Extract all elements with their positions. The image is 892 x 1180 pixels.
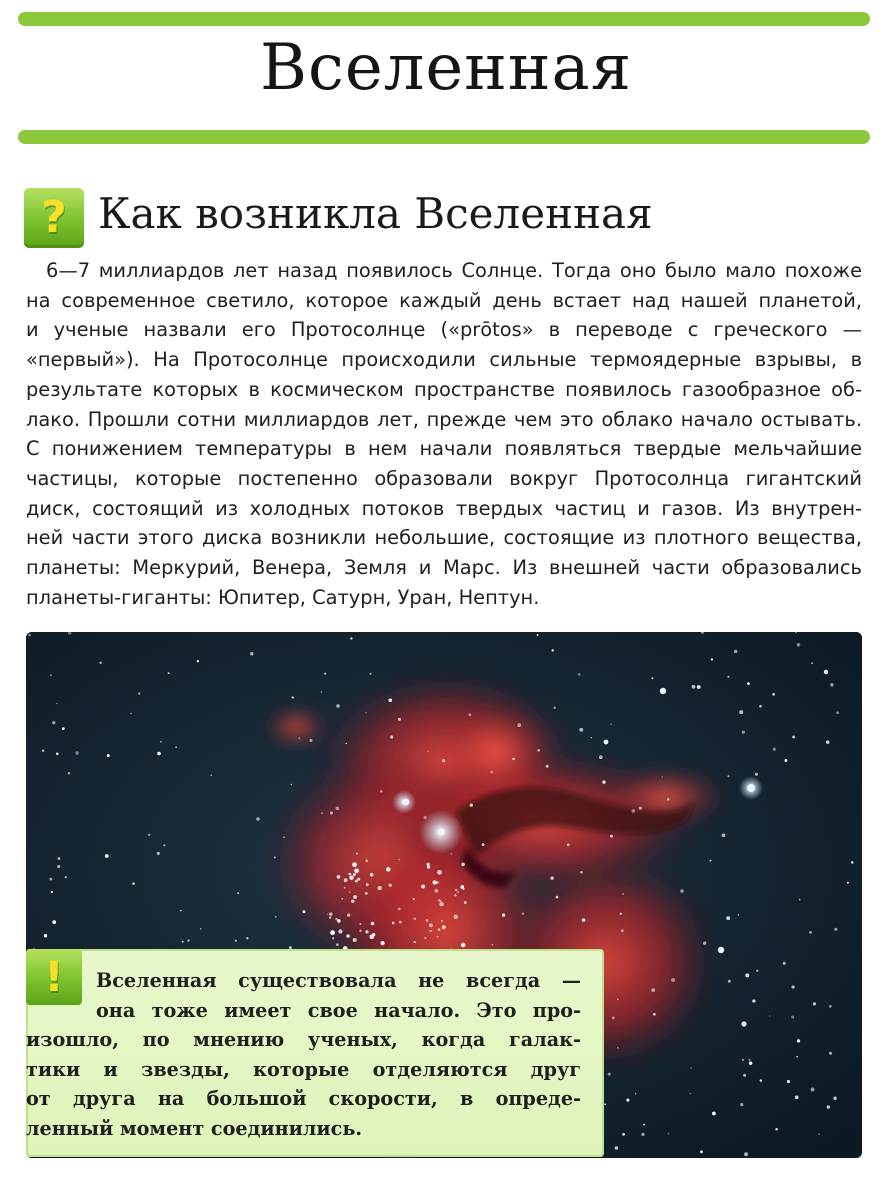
star [389, 699, 393, 703]
star [335, 807, 339, 811]
star [355, 880, 358, 883]
body-line: С понижением температуры в нем начали появляться твердые мельчайшие [26, 437, 862, 461]
star [743, 1074, 746, 1077]
star [517, 723, 521, 727]
star [351, 900, 354, 903]
star [310, 739, 313, 742]
star [56, 703, 57, 704]
star [430, 930, 432, 932]
star [769, 1015, 770, 1016]
star [403, 799, 410, 806]
star [197, 660, 199, 662]
star [457, 891, 459, 893]
star [200, 928, 201, 929]
star [632, 809, 636, 813]
exclamation-icon [26, 949, 82, 1005]
star [283, 836, 285, 838]
star [180, 910, 181, 911]
star [332, 937, 334, 939]
star [756, 970, 758, 972]
star [809, 931, 812, 934]
star [366, 883, 369, 886]
star [727, 676, 729, 678]
star [359, 930, 361, 932]
star [454, 894, 456, 896]
star [107, 754, 110, 757]
star [745, 973, 749, 977]
star [329, 912, 333, 916]
question-mark-icon [24, 188, 84, 248]
star [370, 873, 374, 877]
star [438, 899, 440, 901]
star [130, 713, 131, 714]
star [824, 670, 828, 674]
star [651, 988, 655, 992]
star [744, 1152, 748, 1156]
star [423, 816, 426, 819]
star [455, 889, 457, 891]
star [344, 878, 348, 882]
star [811, 662, 813, 664]
star [441, 920, 443, 922]
star [738, 914, 739, 915]
star [610, 723, 612, 725]
question-mark-glyph: ? [41, 192, 67, 243]
star [668, 1133, 669, 1134]
star [502, 914, 505, 917]
star [427, 751, 428, 752]
star [742, 730, 745, 733]
star [378, 886, 382, 890]
star [639, 807, 642, 810]
star [791, 985, 794, 988]
star [414, 941, 416, 943]
star [827, 1105, 830, 1108]
star [105, 854, 109, 858]
star [366, 860, 369, 863]
star [734, 650, 738, 654]
body-line: «первый»). На Протосолнце происходили сильные термоядерные взрывы, в [26, 348, 862, 372]
star [28, 634, 30, 636]
star [796, 1056, 798, 1058]
star [851, 861, 854, 864]
star [42, 750, 44, 752]
star [380, 790, 382, 792]
fact-line: ленный момент соединились. [26, 1116, 363, 1140]
star [348, 873, 350, 875]
star [635, 1093, 636, 1094]
star [365, 930, 368, 933]
star [338, 929, 342, 933]
star [690, 1093, 692, 1095]
star [438, 929, 440, 931]
star [303, 910, 306, 913]
body-line: планеты-гиганты: Юпитер, Сатурн, Уран, Нептун. [26, 585, 540, 609]
star [604, 1103, 606, 1105]
star [747, 682, 750, 685]
star [57, 865, 60, 868]
star [437, 828, 444, 835]
star [330, 930, 335, 935]
star [759, 705, 762, 708]
star [784, 759, 787, 762]
star [626, 1099, 629, 1102]
star [617, 999, 618, 1000]
star [256, 817, 259, 820]
star [321, 691, 323, 693]
star [160, 741, 162, 743]
star [349, 891, 351, 893]
star [818, 1134, 819, 1135]
star [792, 736, 795, 739]
star [138, 692, 140, 694]
star [426, 919, 428, 921]
fact-line: Вселенная существовала не всегда — [96, 969, 581, 992]
star [582, 918, 586, 922]
star [99, 661, 102, 664]
star [291, 784, 292, 785]
star [791, 1016, 794, 1019]
star [522, 912, 525, 915]
star [451, 853, 453, 855]
star [461, 863, 465, 867]
star [132, 882, 135, 885]
star [470, 804, 473, 807]
star [58, 857, 61, 860]
star [357, 878, 360, 881]
star [359, 923, 361, 925]
star [353, 873, 356, 876]
star [742, 1059, 744, 1061]
star [468, 713, 471, 716]
star [691, 1067, 692, 1068]
star [346, 934, 349, 937]
star [369, 934, 374, 939]
star [365, 712, 366, 713]
star [653, 1013, 656, 1016]
star [321, 812, 323, 814]
star [567, 843, 570, 846]
star [425, 937, 427, 939]
star [700, 1150, 703, 1153]
fact-text [26, 966, 581, 1144]
star [356, 853, 358, 855]
star [329, 916, 331, 918]
star [643, 1124, 645, 1126]
body-line: и ученые назвали его Протосолнце («prōtos» в переводе с греческого — [26, 318, 862, 342]
star [772, 693, 775, 696]
star [617, 1047, 618, 1048]
star [454, 915, 458, 919]
star [435, 889, 439, 893]
star [612, 1016, 615, 1019]
star [168, 672, 170, 674]
star [604, 740, 609, 745]
star [710, 860, 712, 862]
star [437, 870, 442, 875]
body-line: лако. Прошли сотни миллиардов лет, прежде чем это облако начало остывать. [26, 407, 862, 431]
star [427, 866, 430, 869]
star [462, 944, 464, 946]
star [389, 884, 392, 887]
star [157, 852, 160, 855]
star [336, 943, 339, 946]
top-green-rule [18, 12, 870, 26]
star [830, 683, 833, 686]
star [620, 913, 622, 915]
star [337, 875, 341, 879]
star [439, 902, 443, 906]
star [381, 941, 385, 945]
star [552, 649, 554, 651]
star [556, 896, 559, 899]
star [651, 677, 653, 679]
star [62, 727, 65, 730]
star [608, 1073, 611, 1076]
star [813, 1002, 816, 1005]
star [399, 921, 402, 924]
star [671, 978, 675, 982]
star [274, 856, 276, 858]
star [537, 749, 540, 752]
star [352, 862, 357, 867]
star [354, 868, 359, 873]
star [703, 942, 706, 945]
body-line: планеты: Меркурий, Венера, Земля и Марс. Из внешней части образовались [26, 556, 862, 580]
star [680, 889, 684, 893]
star [442, 759, 445, 762]
star [341, 898, 343, 900]
star [641, 1133, 644, 1136]
star [398, 718, 401, 721]
bottom-green-rule [18, 130, 870, 144]
star [299, 738, 300, 739]
star [741, 1021, 746, 1026]
star [398, 908, 401, 911]
body-line: диск, состоящий из холодных потоков твердых частиц и газов. Из внутрен- [26, 496, 862, 520]
star [728, 980, 731, 983]
star [292, 696, 294, 698]
exclamation-glyph: ! [44, 952, 64, 1001]
star [775, 1128, 778, 1131]
star [752, 999, 755, 1002]
star [353, 938, 357, 942]
fact-line: изошло, по мнению ученых, когда галак- [26, 1028, 581, 1052]
star [52, 920, 56, 924]
star [579, 728, 583, 732]
star [51, 891, 53, 893]
star [327, 914, 328, 915]
star [739, 710, 743, 714]
body-line: результате которых в космическом пространстве появилось газообразное об- [26, 377, 862, 401]
star [157, 752, 161, 756]
star [75, 751, 78, 754]
star [829, 1052, 832, 1055]
star [371, 922, 375, 926]
star [727, 775, 729, 777]
star [829, 1005, 832, 1008]
star [324, 673, 326, 675]
star [347, 913, 350, 916]
star [755, 773, 758, 776]
star [747, 784, 755, 792]
star [760, 1079, 762, 1081]
star [50, 878, 53, 881]
star [353, 895, 357, 899]
star [536, 634, 538, 636]
star [610, 835, 613, 838]
star [65, 876, 67, 878]
star [783, 962, 786, 965]
star [740, 1103, 743, 1106]
star [344, 887, 346, 889]
star [749, 1061, 752, 1064]
star [833, 1097, 837, 1101]
star [182, 941, 184, 943]
star [722, 833, 726, 837]
star [390, 736, 393, 739]
star [365, 892, 368, 895]
star [386, 867, 390, 871]
star [836, 711, 839, 714]
body-line: 6—7 миллиардов лет назад появилось Солнце. Тогда оно было мало похоже [46, 259, 862, 282]
star [442, 925, 446, 929]
star [795, 1095, 799, 1099]
star [749, 1059, 751, 1061]
star [437, 936, 439, 938]
fact-line: она тоже имеет свое начало. Это про- [96, 998, 581, 1022]
star [429, 923, 433, 927]
star [482, 843, 485, 846]
star [662, 776, 663, 777]
star [148, 834, 150, 836]
star [615, 1146, 619, 1150]
star [246, 937, 248, 939]
body-line: на современное светило, которое каждый день встает над нашей планетой, [26, 288, 862, 312]
star [787, 1080, 790, 1083]
section-heading: Как возникла Вселенная [98, 189, 653, 238]
star [175, 746, 177, 748]
star [414, 918, 416, 920]
star [369, 673, 371, 675]
star [421, 885, 425, 889]
star [718, 947, 724, 953]
star [591, 737, 592, 738]
star [692, 685, 696, 689]
star [336, 704, 340, 708]
star [399, 859, 400, 860]
star [553, 707, 555, 709]
star [546, 765, 549, 768]
star [426, 863, 429, 866]
star [580, 871, 583, 874]
star [512, 758, 514, 760]
star [711, 658, 713, 660]
star [345, 743, 346, 744]
star [210, 774, 212, 776]
star [464, 901, 467, 904]
body-paragraph [26, 256, 862, 612]
star [350, 637, 352, 639]
star [50, 674, 51, 675]
star [235, 940, 237, 942]
star [163, 844, 165, 846]
page-title: Вселенная [259, 31, 633, 105]
star [491, 771, 493, 773]
star [578, 673, 581, 676]
star [599, 755, 603, 759]
fact-line: от друга на большой скорости, в опреде- [26, 1087, 581, 1111]
star [413, 898, 415, 900]
fact-line: тики и звезды, которые отделяются друг [26, 1057, 581, 1081]
star [337, 919, 340, 922]
body-line: ней части этого диска возникли небольшие, состоящие из плотного вещества, [26, 526, 862, 550]
star [433, 880, 437, 884]
star [621, 929, 624, 932]
star [834, 928, 837, 931]
star [52, 721, 55, 724]
star [56, 752, 59, 755]
star [349, 875, 354, 880]
star [250, 652, 254, 656]
star [44, 934, 47, 937]
star [602, 781, 605, 784]
star [799, 899, 801, 901]
star [797, 643, 801, 647]
star [237, 892, 239, 894]
star [697, 685, 701, 689]
star [811, 1088, 815, 1092]
star [726, 916, 730, 920]
star [392, 922, 394, 924]
star [622, 893, 623, 894]
star [773, 748, 776, 751]
star [275, 916, 277, 918]
star [68, 772, 71, 775]
star [330, 811, 333, 814]
star [797, 1039, 800, 1042]
star [460, 885, 464, 889]
star [550, 876, 553, 879]
star [187, 939, 189, 941]
star [335, 918, 338, 921]
star [660, 688, 666, 694]
star [492, 944, 493, 945]
star [667, 798, 669, 800]
star [622, 1133, 625, 1136]
body-line: частицы, которые постепенно образовали вокруг Протосолнца гигантский [26, 466, 862, 490]
star [847, 882, 849, 884]
star [712, 1112, 716, 1116]
star [826, 740, 830, 744]
